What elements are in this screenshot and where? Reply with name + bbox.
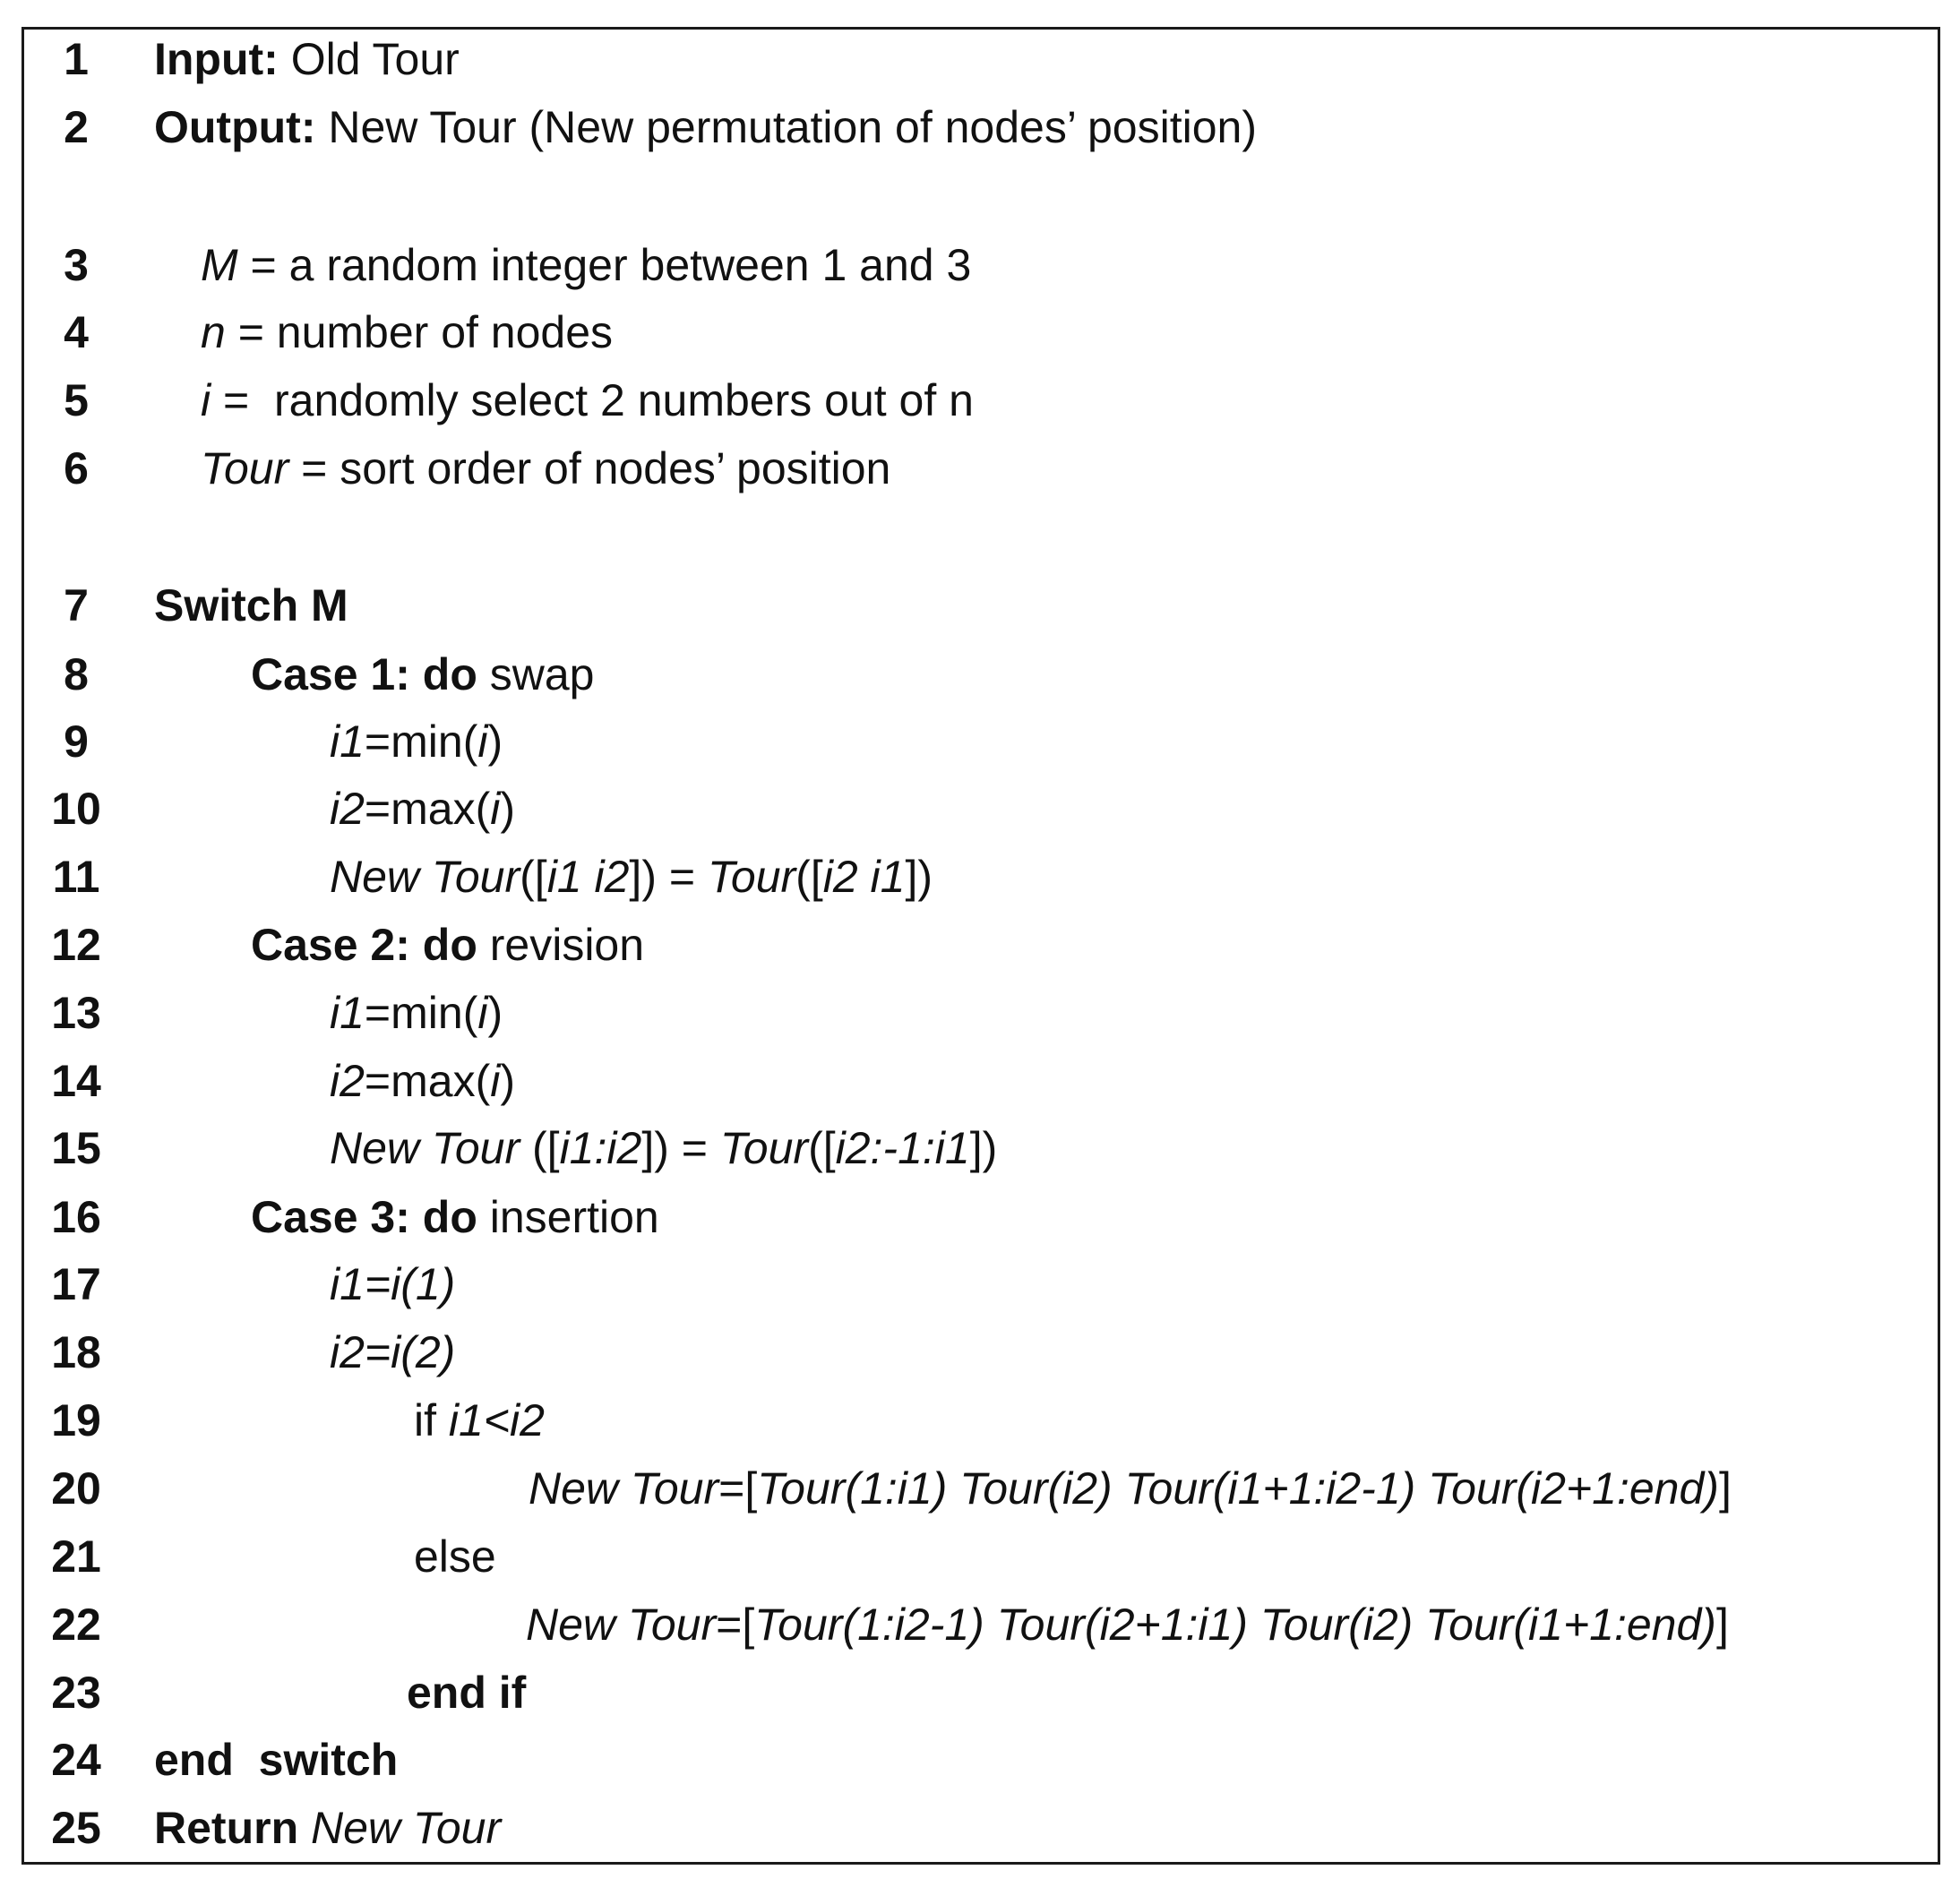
line-code: [154, 34, 460, 84]
algorithm-line: [0, 1794, 1960, 1862]
code-token: =[: [718, 1463, 758, 1514]
code-token: = sort order of nodes’ position: [288, 443, 891, 493]
line-number: 24: [51, 1735, 101, 1785]
algorithm-line: [0, 1047, 1960, 1115]
code-token: i1<i2: [436, 1395, 545, 1445]
code-token: = a random integer between 1 and 3: [237, 240, 972, 290]
code-token: New Tour: [529, 1463, 719, 1514]
code-token: = randomly select 2 numbers out of n: [211, 375, 974, 425]
code-token: ([: [520, 852, 547, 902]
line-code: [526, 1600, 1729, 1650]
code-token: Case 2: do: [251, 920, 477, 970]
code-token: i1 i2: [546, 852, 630, 902]
line-number: 1: [64, 34, 89, 84]
algorithm-line: [0, 1522, 1960, 1591]
line-code: [330, 1327, 456, 1377]
algorithm-line: [0, 1726, 1960, 1794]
algorithm-line: [0, 298, 1960, 366]
code-token: i2:-1:i1: [835, 1123, 970, 1173]
code-token: i1: [330, 988, 365, 1038]
algorithm-line: [0, 979, 1960, 1047]
line-code: [330, 1259, 456, 1309]
line-number: 22: [51, 1600, 101, 1650]
line-number: 2: [64, 102, 89, 152]
code-token: Tour(1:i1) Tour(i2) Tour(i1+1:i2-1) Tour(i2+1:end): [757, 1463, 1719, 1514]
code-token: i2: [330, 784, 365, 834]
line-code: [154, 580, 348, 630]
code-token: i: [490, 784, 501, 834]
code-token: ): [487, 716, 503, 767]
line-number: 3: [64, 240, 89, 290]
algorithm-line: [0, 1386, 1960, 1454]
code-token: New Tour: [526, 1600, 717, 1650]
line-code: [330, 1056, 515, 1106]
code-token: ]): [969, 1123, 998, 1173]
line-number: 14: [51, 1056, 101, 1106]
code-token: New Tour (New permutation of nodes’ position): [315, 102, 1257, 152]
algorithm-line: [0, 911, 1960, 979]
line-code: [407, 1668, 527, 1718]
line-code: [154, 102, 1257, 152]
code-token: revision: [477, 920, 645, 970]
line-number: 7: [64, 580, 89, 630]
line-code: [330, 784, 515, 834]
line-code: [330, 716, 503, 767]
code-token: =min(: [364, 716, 478, 767]
code-token: Case 3: do: [251, 1192, 477, 1242]
code-token: Case 1: do: [251, 649, 477, 699]
line-code: [330, 852, 933, 902]
code-token: end switch: [154, 1735, 399, 1785]
code-token: New Tour: [298, 1803, 502, 1853]
code-token: New Tour: [330, 852, 520, 902]
algorithm-line: [0, 1591, 1960, 1659]
code-token: ([: [520, 1123, 560, 1173]
code-token: ]: [1718, 1463, 1732, 1514]
line-number: 20: [51, 1463, 101, 1514]
code-token: end if: [407, 1668, 527, 1718]
algorithm-line: [0, 708, 1960, 776]
code-token: Tour(1:i2-1) Tour(i2+1:i1) Tour(i2) Tour(i1+1:end): [754, 1600, 1716, 1650]
algorithm-line: [0, 1318, 1960, 1386]
line-number: 15: [51, 1123, 101, 1173]
code-token: Tour: [707, 852, 796, 902]
code-token: i: [490, 1056, 501, 1106]
code-token: ]) =: [641, 1123, 720, 1173]
code-token: i1: [330, 716, 365, 767]
code-token: i1:i2: [559, 1123, 642, 1173]
line-code: [201, 375, 974, 425]
algorithm-line: [0, 1659, 1960, 1727]
line-code: [201, 443, 891, 493]
algorithm-line: [0, 1250, 1960, 1318]
line-code: [251, 1192, 659, 1242]
code-token: ]: [1715, 1600, 1729, 1650]
code-token: i: [477, 988, 488, 1038]
code-token: swap: [477, 649, 595, 699]
code-token: Switch M: [154, 580, 348, 630]
line-code: [251, 649, 595, 699]
code-token: =max(: [364, 784, 491, 834]
code-token: Input:: [154, 34, 279, 84]
code-token: i2 i1: [822, 852, 906, 902]
algorithm-line: [0, 1114, 1960, 1182]
code-token: =max(: [364, 1056, 491, 1106]
code-token: Output:: [154, 102, 316, 152]
code-token: n: [201, 307, 226, 357]
code-token: Tour: [719, 1123, 809, 1173]
code-token: Old Tour: [278, 34, 460, 84]
code-token: Tour: [201, 443, 289, 493]
algorithm-line: [0, 1454, 1960, 1522]
code-token: = number of nodes: [225, 307, 614, 357]
line-number: 6: [64, 443, 89, 493]
algorithm-line: [0, 843, 1960, 911]
algorithm-line: [0, 93, 1960, 161]
code-token: ([: [795, 852, 823, 902]
code-token: =[: [716, 1600, 755, 1650]
algorithm-line: [0, 231, 1960, 299]
code-token: else: [414, 1531, 496, 1582]
line-code: [414, 1395, 545, 1445]
algorithm-line: [0, 640, 1960, 708]
algorithm-line: [0, 571, 1960, 639]
code-token: i: [477, 716, 488, 767]
line-number: 16: [51, 1192, 101, 1242]
code-token: ): [500, 784, 515, 834]
line-code: [251, 920, 645, 970]
line-number: 23: [51, 1668, 101, 1718]
code-token: Return: [154, 1803, 299, 1853]
code-token: M: [201, 240, 238, 290]
code-token: ]): [905, 852, 933, 902]
line-number: 21: [51, 1531, 101, 1582]
algorithm-line: [0, 366, 1960, 434]
line-code: [154, 1735, 399, 1785]
line-number: 25: [51, 1803, 101, 1853]
line-code: [330, 1123, 998, 1173]
code-token: i2=i(2): [330, 1327, 456, 1377]
code-token: ([: [808, 1123, 836, 1173]
line-number: 5: [64, 375, 89, 425]
line-number: 11: [52, 852, 100, 902]
algorithm-line: [0, 775, 1960, 843]
line-number: 10: [51, 784, 101, 834]
line-number: 17: [51, 1259, 101, 1309]
line-number: 12: [51, 920, 101, 970]
line-number: 8: [64, 649, 89, 699]
code-token: i1=i(1): [330, 1259, 456, 1309]
code-token: i: [201, 375, 211, 425]
code-token: i2: [330, 1056, 365, 1106]
line-code: [414, 1531, 496, 1582]
line-number: 18: [51, 1327, 101, 1377]
code-token: insertion: [477, 1192, 659, 1242]
algorithm-line: [0, 25, 1960, 93]
algorithm-line: [0, 1183, 1960, 1251]
line-code: [529, 1463, 1732, 1514]
line-number: 13: [51, 988, 101, 1038]
code-token: ): [500, 1056, 515, 1106]
line-code: [201, 240, 972, 290]
line-number: 9: [64, 716, 89, 767]
line-code: [201, 307, 614, 357]
line-code: [154, 1803, 502, 1853]
line-number: 4: [64, 307, 89, 357]
code-token: =min(: [364, 988, 478, 1038]
code-token: New Tour: [330, 1123, 520, 1173]
algorithm-line: [0, 434, 1960, 502]
code-token: if: [414, 1395, 436, 1445]
line-number: 19: [51, 1395, 101, 1445]
code-token: ): [487, 988, 503, 1038]
code-token: ]) =: [629, 852, 708, 902]
line-code: [330, 988, 503, 1038]
